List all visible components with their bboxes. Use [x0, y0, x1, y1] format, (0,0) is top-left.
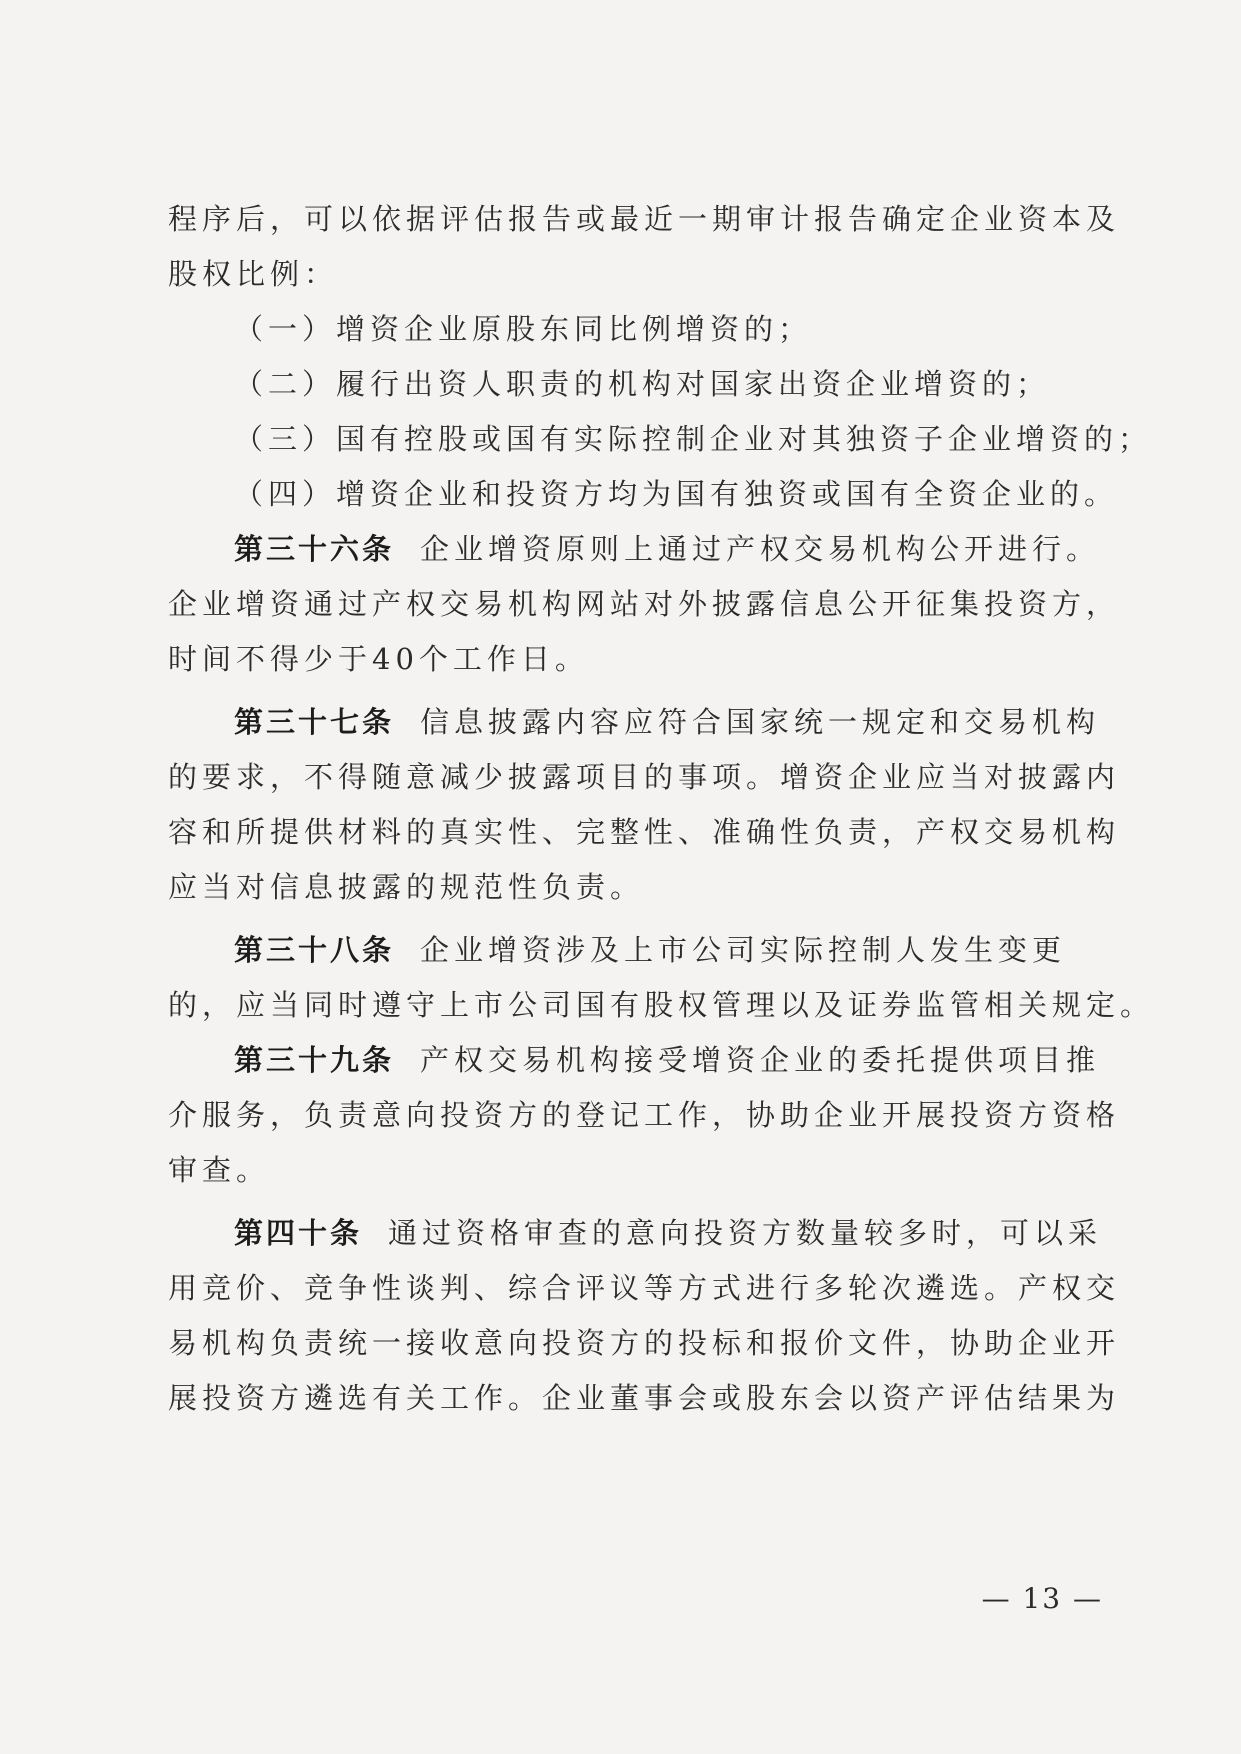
article-40-line-3: 易机构负责统一接收意向投资方的投标和报价文件，协助企业开	[168, 1326, 1121, 1360]
article-37-line-2: 的要求，不得随意减少披露项目的事项。增资企业应当对披露内	[168, 760, 1121, 794]
continuation-line-2: 股权比例：	[168, 257, 339, 291]
article-36-first-line	[168, 522, 1108, 577]
article-40-heading: 第四十条	[234, 1216, 363, 1250]
list-item-1: （一）增资企业原股东同比例增资的；	[234, 312, 813, 346]
article-39-first-line	[168, 1033, 1108, 1088]
article-38-first-line	[168, 923, 1108, 978]
article-37-line-3: 容和所提供材料的真实性、完整性、准确性负责，产权交易机构	[168, 815, 1121, 849]
article-39-line-3: 审查。	[168, 1153, 271, 1187]
article-39-heading: 第三十九条	[234, 1043, 395, 1077]
list-item-3: （三）国有控股或国有实际控制企业对其独资子企业增资的；	[234, 422, 1153, 456]
article-39-line-2: 介服务，负责意向投资方的登记工作，协助企业开展投资方资格	[168, 1098, 1121, 1132]
article-38-text: 企业增资涉及上市公司实际控制人发生变更	[420, 933, 1067, 967]
article-40-text: 通过资格审查的意向投资方数量较多时，可以采	[388, 1216, 1103, 1250]
list-item-4: （四）增资企业和投资方均为国有独资或国有全资企业的。	[234, 477, 1119, 511]
document-body	[168, 192, 1155, 1426]
article-36-line-3: 时间不得少于40个工作日。	[168, 642, 589, 676]
article-36-heading: 第三十六条	[234, 532, 395, 566]
article-38-heading: 第三十八条	[234, 933, 395, 967]
article-38-line-2: 的，应当同时遵守上市公司国有股权管理以及证券监管相关规定。	[168, 988, 1155, 1022]
article-39-text: 产权交易机构接受增资企业的委托提供项目推	[420, 1043, 1101, 1077]
article-40-line-4: 展投资方遴选有关工作。企业董事会或股东会以资产评估结果为	[168, 1381, 1121, 1415]
continuation-line-1: 程序后，可以依据评估报告或最近一期审计报告确定企业资本及	[168, 202, 1121, 236]
article-36-line-2: 企业增资通过产权交易机构网站对外披露信息公开征集投资方，	[168, 587, 1121, 621]
page-number: — 13 —	[981, 1582, 1103, 1615]
article-37-line-4: 应当对信息披露的规范性负责。	[168, 870, 645, 904]
article-37-first-line	[168, 695, 1108, 750]
list-item-2: （二）履行出资人职责的机构对国家出资企业增资的；	[234, 367, 1051, 401]
article-36-text: 企业增资原则上通过产权交易机构公开进行。	[420, 532, 1101, 566]
article-40-first-line	[168, 1206, 1108, 1261]
article-40-line-2: 用竞价、竞争性谈判、综合评议等方式进行多轮次遴选。产权交	[168, 1271, 1121, 1305]
article-37-text: 信息披露内容应符合国家统一规定和交易机构	[420, 705, 1101, 739]
article-37-heading: 第三十七条	[234, 705, 395, 739]
